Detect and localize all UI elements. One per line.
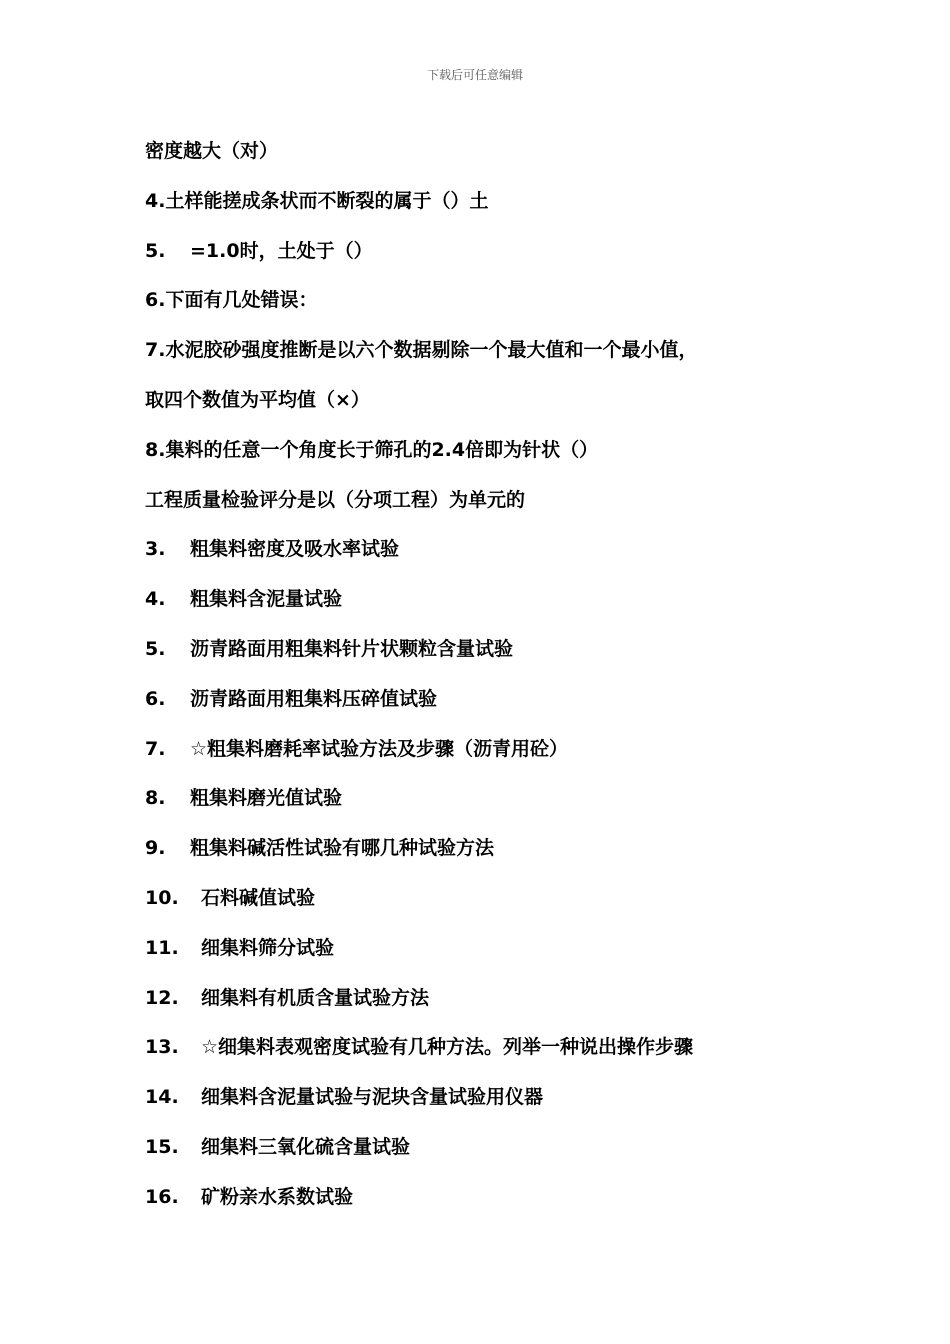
item-number: 9. bbox=[145, 837, 166, 860]
line-text: 取四个数值为平均值（×） bbox=[145, 388, 370, 411]
item-number: 15. bbox=[145, 1135, 179, 1158]
list-item bbox=[145, 332, 825, 382]
item-number: 8. bbox=[145, 438, 166, 461]
text-line bbox=[145, 133, 825, 183]
item-number: 6. bbox=[145, 289, 166, 312]
line-text: 工程质量检验评分是以（分项工程）为单元的 bbox=[145, 488, 526, 511]
item-text: 沥青路面用粗集料针片状颗粒含量试验 bbox=[190, 637, 514, 660]
item-text: 沥青路面用粗集料压碎值试验 bbox=[190, 687, 438, 710]
list-item bbox=[145, 631, 825, 681]
item-number: 11. bbox=[145, 936, 179, 959]
item-text: 细集料有机质含量试验方法 bbox=[201, 986, 430, 1009]
item-number: 8. bbox=[145, 787, 166, 810]
item-number: 4. bbox=[145, 189, 166, 212]
item-text: 水泥胶砂强度推断是以六个数据剔除一个最大值和一个最小值， bbox=[165, 339, 698, 362]
list-item bbox=[145, 780, 825, 830]
item-number: 16. bbox=[145, 1185, 179, 1208]
item-text: ☆粗集料磨耗率试验方法及步骤（沥青用砼） bbox=[190, 737, 569, 760]
item-text: 细集料三氧化硫含量试验 bbox=[201, 1135, 411, 1158]
item-text: ☆细集料表观密度试验有几种方法。列举一种说出操作步骤 bbox=[201, 1036, 694, 1059]
text-line bbox=[145, 482, 825, 532]
list-item bbox=[145, 282, 825, 332]
list-item bbox=[145, 183, 825, 233]
document-body bbox=[145, 133, 825, 1229]
item-text: 粗集料密度及吸水率试验 bbox=[190, 538, 400, 561]
item-number: 4. bbox=[145, 588, 166, 611]
list-item bbox=[145, 432, 825, 482]
list-item bbox=[145, 581, 825, 631]
item-number: 3. bbox=[145, 538, 166, 561]
item-text: 矿粉亲水系数试验 bbox=[201, 1185, 354, 1208]
line-text: 密度越大（对） bbox=[145, 140, 279, 162]
list-item bbox=[145, 681, 825, 731]
item-number: 5. bbox=[145, 239, 166, 262]
item-text: 粗集料含泥量试验 bbox=[190, 588, 343, 611]
list-item bbox=[145, 880, 825, 930]
item-number: 14. bbox=[145, 1086, 179, 1109]
list-item bbox=[145, 233, 825, 283]
item-text: 粗集料磨光值试验 bbox=[190, 787, 343, 810]
page-header: 下载后可任意编辑 bbox=[426, 68, 523, 82]
item-text: 石料碱值试验 bbox=[201, 886, 316, 909]
item-number: 10. bbox=[145, 886, 179, 909]
item-number: 12. bbox=[145, 986, 179, 1009]
list-item bbox=[145, 830, 825, 880]
list-item bbox=[145, 531, 825, 581]
item-text: 细集料含泥量试验与泥块含量试验用仪器 bbox=[201, 1086, 544, 1109]
item-number: 5. bbox=[145, 637, 166, 660]
item-number: 7. bbox=[145, 737, 166, 760]
item-number: 13. bbox=[145, 1036, 179, 1059]
item-text: 土样能搓成条状而不断裂的属于（）土 bbox=[165, 189, 489, 212]
item-number: 7. bbox=[145, 339, 166, 362]
item-text: 细集料筛分试验 bbox=[201, 936, 335, 959]
list-item bbox=[145, 1179, 825, 1229]
item-text: 下面有几处错误： bbox=[165, 289, 318, 312]
list-item bbox=[145, 1079, 825, 1129]
item-text: =1.0时，土处于（） bbox=[190, 239, 373, 262]
list-item bbox=[145, 980, 825, 1030]
list-item bbox=[145, 731, 825, 781]
item-text: 集料的任意一个角度长于筛孔的2.4倍即为针状（） bbox=[165, 438, 599, 461]
text-line bbox=[145, 382, 825, 432]
item-text: 粗集料碱活性试验有哪几种试验方法 bbox=[190, 837, 495, 860]
list-item bbox=[145, 1129, 825, 1179]
item-number: 6. bbox=[145, 687, 166, 710]
list-item bbox=[145, 1029, 825, 1079]
list-item bbox=[145, 930, 825, 980]
